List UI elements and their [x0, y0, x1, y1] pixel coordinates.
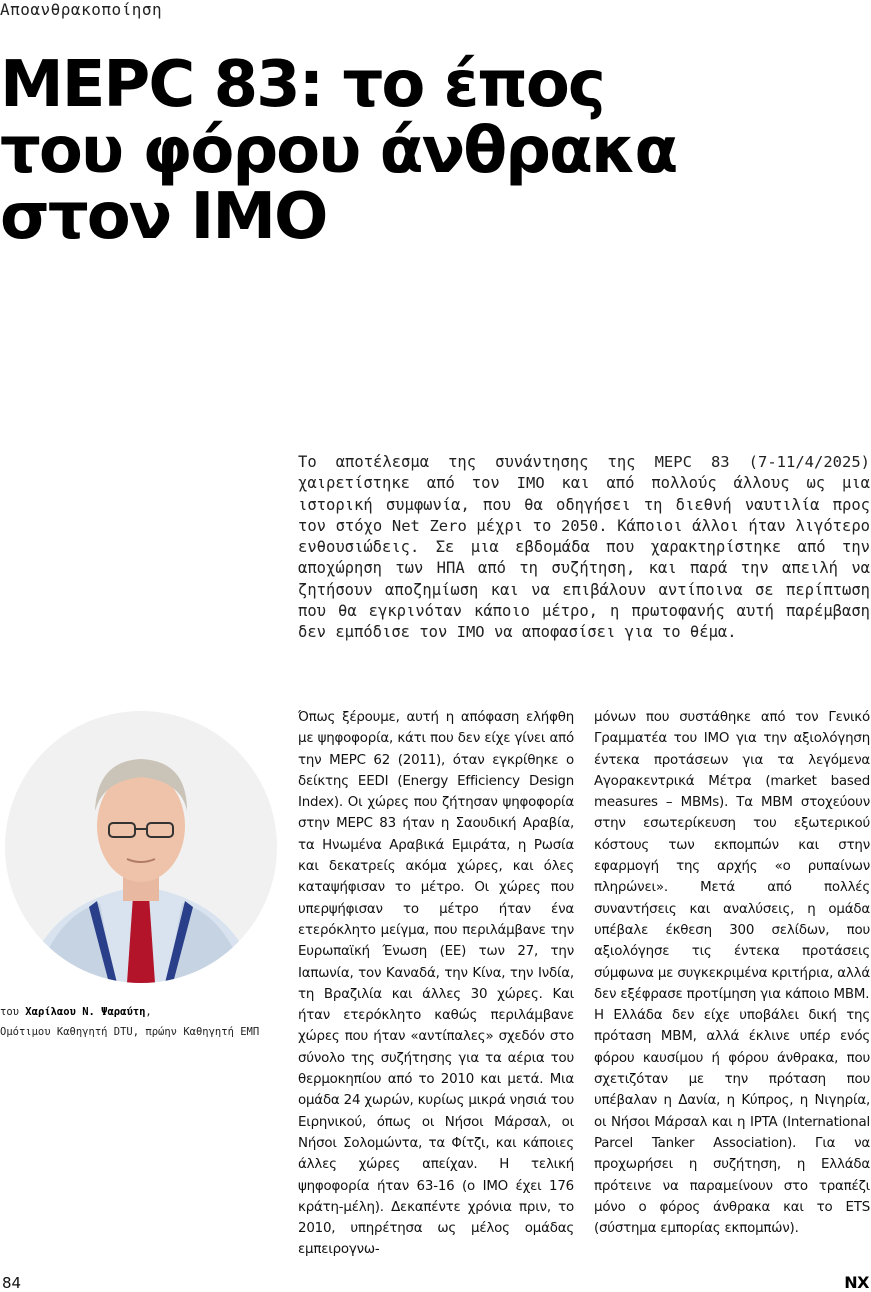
byline-author: Χαρίλαου Ν. Ψαραύτη [25, 1006, 146, 1018]
page-number: 84 [2, 1274, 22, 1292]
headline-line-1: MEPC 83: το έπος [0, 48, 604, 122]
page-title [0, 48, 700, 254]
body-paragraph: μόνων που συστάθηκε από τον Γενικό Γραμματέα του IMO για την αξιολόγηση έντεκα προτάσεων για τα λεγόμενα Αγορακεντρικά Μέτρα (market based measures – MBMs). Τα MBM στοχεύουν στην εσωτερίκευση του εξωτερικού κόστους των εκπομπών και στην εφαρμογή της αρχής «ο ρυπαίνων πληρώνει». Μετά από πολλές συναντήσεις και αναλύσεις, η ομάδα υπέβαλε έκθεση 300 σελίδων, που αξιολόγησε τις έντεκα προτάσεις σύμφωνα με συγκεκριμένα κριτήρια, αλλά δεν εξέφρασε προτίμηση για κάποιο MBM. [594, 710, 870, 1002]
body-column-2 [594, 707, 870, 1239]
byline-title: Ομότιμου Καθηγητή DTU, πρώην Καθηγητή ΕΜΠ [0, 1026, 260, 1038]
body-paragraph: Η Ελλάδα δεν είχε υποβάλει δική της πρόταση MBM, αλλά έκλινε υπέρ ενός φόρου καυσίμου ή φόρου άνθρακα, που σχετιζόταν με την πρόταση που υπέβαλαν η Δανία, η Κύπρος, η Νιγηρία, οι Νήσοι Μάρσαλ και η IPTA (International Parcel Tanker Association). Για να προχωρήσει η συζήτηση, η Ελλάδα πρότεινε να παραμείνουν στο τραπέζι μόνο ο φόρος άνθρακα και το ETS (σύστημα εμπορίας εκπομπών). [594, 1008, 870, 1237]
lead-paragraph: Το αποτέλεσμα της συνάντησης της MEPC 83 (7-11/4/2025) χαιρετίστηκε από τον IMO και από πολλούς άλλους ως μια ιστορική συμφωνία, που θα οδηγήσει τη διεθνή ναυτιλία προς τον στόχο Net Zero μέχρι το 2050. Κάποιοι άλλοι ήταν λιγότερο ενθουσιώδεις. Σε μια εβδομάδα που χαρακτηρίστηκε από την αποχώρηση των ΗΠΑ από τη συζήτηση, και παρά την απειλή να ζητήσουν αποζημίωση και να επιβάλουν αντίποινα σε περίπτωση που θα εγκρινόταν κάποιο μέτρο, η πρωτοφανής αυτή παρέμβαση δεν εμπόδισε τον IMO να αποφασίσει για το θέμα. [298, 453, 870, 642]
section-label: Απoανθρακoπoίηση [0, 0, 163, 19]
byline-suffix: , [145, 1006, 152, 1018]
headline-line-3: στον IMO [0, 180, 327, 254]
headline-line-2: του φόρου άνθρακα [0, 114, 677, 188]
body-paragraph: Όπως ξέρουμε, αυτή η απόφαση ελήφθη με ψηφοφορία, κάτι που δεν είχε γίνει από την MEPC 62 (2011), όταν εγκρίθηκε ο δείκτης EEDI (Energy Efficiency Design Index). Οι χώρες που ζήτησαν ψηφοφορία στην MEPC 83 ήταν η Σαουδική Αραβία, τα Ηνωμένα Αραβικά Εμιράτα, η Ρωσία και δεκατρείς ακόμα χώρες, και όλες καταψήφισαν το μέτρο. Οι χώρες που υπερψήφισαν το μέτρο ήταν ένα ετερόκλητο μείγμα, που περιλάμβανε την Ευρωπαϊκή Ένωση (ΕΕ) των 27, την Ιαπωνία, τον Καναδά, την Κίνα, την Ινδία, τη Βραζιλία και άλλες 30 χώρες. Και ήταν ετερόκλητο καθώς περιλάμβανε χώρες που ήταν «αντίπαλες» σχεδόν στο σύνολο της συζήτησης για τα αέρια του θερμοκηπίου από το 2010 και μετά. Μια ομάδα 24 χωρών, κυρίως μικρά νησιά του Ειρηνικού, όπως οι Νήσοι Μάρσαλ, οι Νήσοι Σολομώντα, τα Φίτζι, και κάποιες άλλες χώρες απείχαν. Η τελική ψηφοφορία ήταν 63-16 (ο IMO έχει 176 κράτη-μέλη). Δεκαπέντε χρόνια πριν, το 2010, υπηρέτησα ως μέλος ομάδας εμπειρογνω- [298, 710, 574, 1258]
author-photo [5, 711, 277, 983]
magazine-logo: NX [844, 1273, 869, 1292]
body-column-1 [298, 707, 574, 1261]
byline-prefix: του [0, 1006, 19, 1018]
byline [0, 1002, 290, 1042]
